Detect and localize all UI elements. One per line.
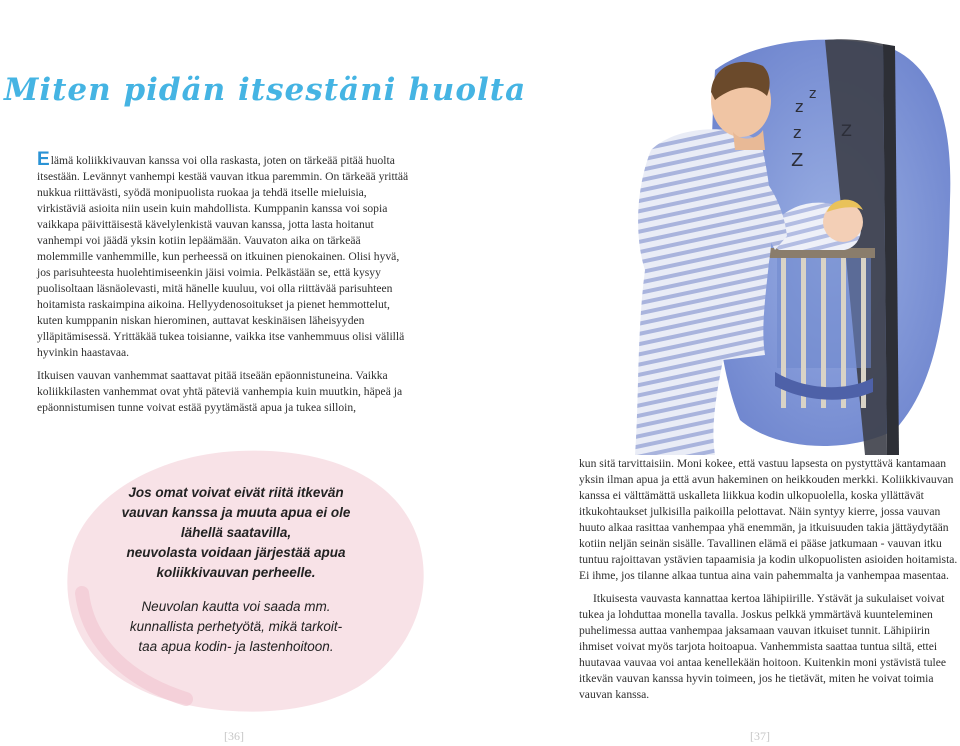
page-number-right: [37]: [750, 729, 770, 743]
page-number-left: [36]: [224, 729, 244, 743]
callout-bold-line: koliikkivauvan perheelle.: [156, 565, 316, 580]
left-text-column: [37, 149, 415, 423]
callout-line: kunnallista perhetyötä, mikä tarkoit-: [129, 619, 343, 634]
sleep-z-mark: z: [809, 86, 817, 102]
drop-cap: E: [37, 149, 50, 170]
sleep-z-mark: Z: [791, 150, 804, 171]
sleep-z-mark: z: [795, 97, 804, 116]
sleep-z-mark: Z: [841, 121, 852, 140]
body-paragraph: kun sitä tarvittaisiin. Moni kokee, että vastuu lapsesta on pystyttävä kantamaan yksin ilman apua ja että avun hakeminen on heikkouden merkki. Koliikkivauvan kanssa ei välttämättä uskalleta liikkua kodin ulkopuolella, koska yllättävät itkukohtaukset julkisilla paikoilla pelottavat. Näin syntyy kierre, jossa vauvan huuto alkaa rasittaa vanhempaa yhä enemmän, ja itkuisuuden takia jättäydytään kotiin neljän seinän sisälle. Tavallinen elämä ei pääse jatkumaan - vauvan itku tuntuu rajoittavan ystävien tapaamisia ja kodin ulkopuolisten asioiden hoitamista. Ei ihme, jos tilanne alkaa tuntua aina vain pahemmalta ja vanhempaa masentaa.: [579, 457, 958, 582]
callout-bold-line: lähellä saatavilla,: [180, 525, 292, 540]
body-paragraph: [37, 149, 415, 361]
body-paragraph: Itkuisen vauvan vanhemmat saattavat pitää itseään epäonnistuneina. Vaikka koliikkilasten vanhemmat ovat yhtä päteviä vanhempia kuin muutkin, häpeä ja epäonnistumisen tunne voivat estää pyytämästä apua ja tukea silloin,: [37, 369, 403, 414]
father-at-crib-illustration: [565, 0, 960, 455]
callout-line: taa apua kodin- ja lastenhoitoon.: [138, 639, 334, 654]
callout-line: Neuvolan kautta voi saada mm.: [141, 599, 331, 614]
sleep-z-mark: z: [793, 123, 802, 142]
right-text-column: [579, 456, 960, 710]
callout-bold-line: Jos omat voivat eivät riitä itkevän: [128, 485, 344, 500]
body-paragraph-text: lämä koliikkivauvan kanssa voi olla raskasta, joten on tärkeää pitää huolta itsestään. Levännyt vanhempi kestää vauvan itkua paremmin. On tärkeää yrittää nukkua riittävästi, syödä monipuolista ruokaa ja tehdä itselle mieluisia, virkistäviä asioita niin usein kuin mahdollista. Kumppanin kanssa voi sopia vaikkapa päivittäisestä kävelylenkistä vauvan kanssa, jotta lasta hoitanut vanhempi voi jäädä yksin kotiin lepäämään. Vauvaton aika on tärkeää molemmille vanhemmille, kun perheessä on itkuinen pienokainen. Olisi hyvä, jos parisuhteesta huolehtimiseenkin jäisi voimia. Pelkästään se, että kysyy puolisoltaan läsnäolevasti, mitä hänelle kuuluu, voi olla riittävää parisuhteen hoitamista raskaimpina aikoina. Hellyydenosoitukset ja pienet hemmottelut, kuten kumppanin niskan hierominen, auttavat keskinäisen läheisyyden ylläpitämisessä. Yrittäkää tukea toisianne, vaikka itse vanhemmuus olisi välillä hyvinkin haastavaa.: [37, 154, 409, 359]
callout-bold-line: vauvan kanssa ja muuta apua ei ole: [121, 505, 351, 520]
page-title: Miten pidän itsestäni huolta: [4, 72, 527, 108]
callout-spacer: [106, 583, 366, 597]
callout-bold-line: neuvolasta voidaan järjestää apua: [126, 545, 346, 560]
callout-box: [106, 483, 366, 657]
body-paragraph: Itkuisesta vauvasta kannattaa kertoa lähipiirille. Ystävät ja sukulaiset voivat tukea ja lohduttaa monella tavalla. Joskus pelkkä ymmärtävä kuunteleminen puhelimessa auttaa vanhempaa jaksamaan vauvan itkuiset tunnit. Lähipiirin ihmiset voivat myös tarjota hoitoapua. Vanhemmista saattaa tuntua siltä, ettei huutavaa vauvaa voi antaa kenellekään hoitoon. Kuitenkin moni ystävistä tulee itkevän vauvan kanssa hyvin toimeen, jos he tietävät, miten he voivat toimia vauvan kanssa.: [579, 592, 947, 701]
